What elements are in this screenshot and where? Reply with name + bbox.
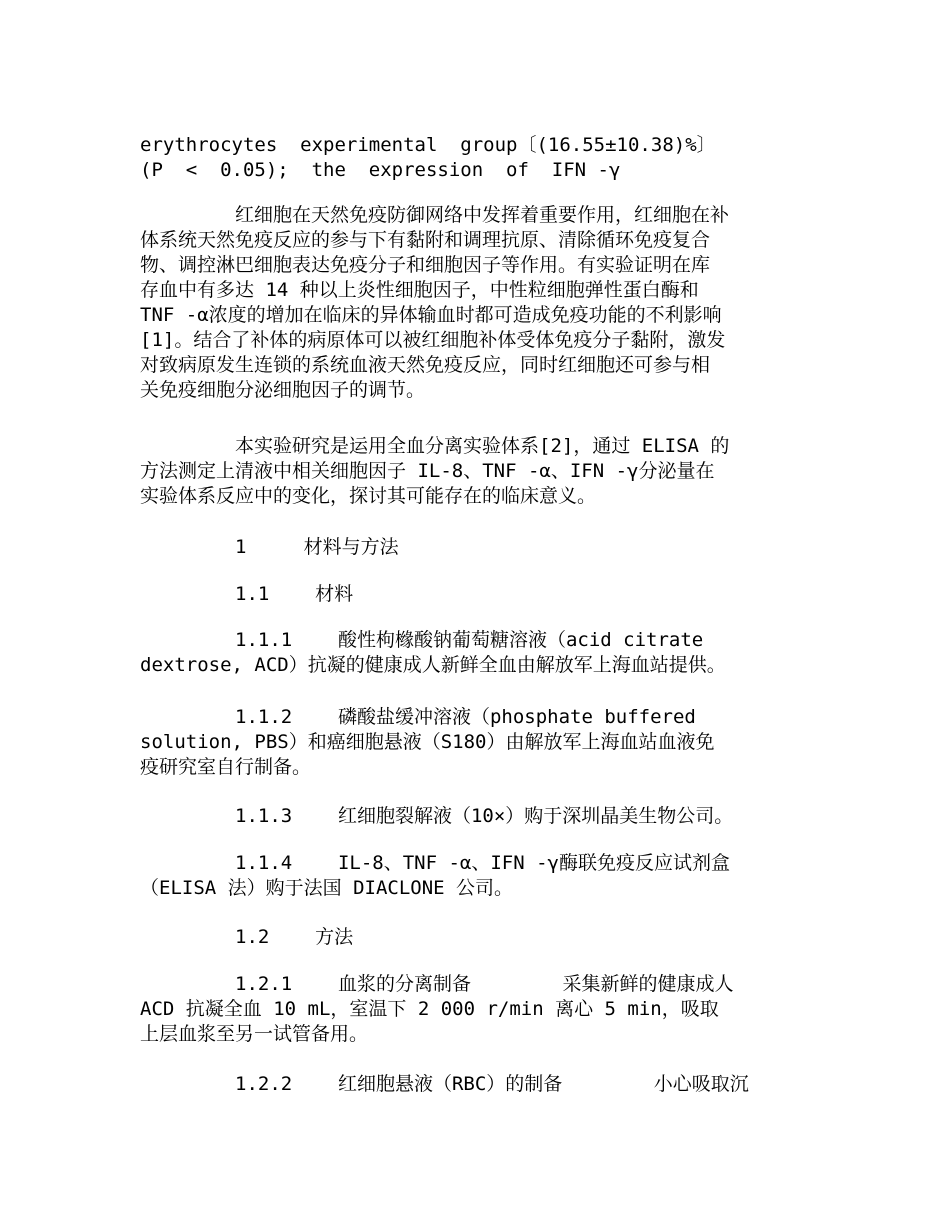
text-line: (P < 0.05); the expression of IFN -γ	[140, 159, 621, 181]
text-line: 1.2.1 血浆的分离制备 采集新鲜的健康成人	[235, 973, 734, 995]
text-line: TNF -α浓度的增加在临床的异体输血时都可造成免疫功能的不利影响	[140, 304, 722, 326]
text-line: 1.1.2 磷酸盐缓冲溶液（phosphate buffered	[235, 706, 696, 728]
text-line: （ELISA 法）购于法国 DIACLONE 公司。	[140, 877, 514, 899]
intro-paragraph-1	[140, 203, 820, 403]
text-line: solution, PBS）和癌细胞悬液（S180）由解放军上海血站血液免	[140, 731, 715, 753]
text-line: 1.1.4 IL-8、TNF -α、IFN -γ酶联免疫反应试剂盒	[235, 852, 730, 874]
text-line: 红细胞在天然免疫防御网络中发挥着重要作用，红细胞在补	[235, 204, 730, 226]
text-line: 本实验研究是运用全血分离实验体系[2]，通过 ELISA 的	[235, 435, 730, 457]
text-line: 存血中有多达 14 种以上炎性细胞因子，中性粒细胞弹性蛋白酶和	[140, 279, 699, 301]
section-heading-1: 1 材料与方法	[235, 536, 399, 558]
text-line: 实验体系反应中的变化，探讨其可能存在的临床意义。	[140, 485, 597, 507]
item-1-2-2: 1.2.2 红细胞悬液（RBC）的制备 小心吸取沉	[235, 1073, 749, 1095]
text-line: 上层血浆至另一试管备用。	[140, 1023, 369, 1045]
section-heading-1-1: 1.1 材料	[235, 583, 354, 605]
text-line: 关免疫细胞分泌细胞因子的调节。	[140, 379, 426, 401]
item-1-2-1	[140, 972, 820, 1047]
text-line: ACD 抗凝全血 10 mL，室温下 2 000 r/min 离心 5 min，吸取	[140, 998, 719, 1020]
section-heading-1-2: 1.2 方法	[235, 926, 354, 948]
text-line: 体系统天然免疫反应的参与下有黏附和调理抗原、清除循环免疫复合	[140, 229, 711, 251]
text-line: 1.1.1 酸性枸橼酸钠葡萄糖溶液（acid citrate	[235, 629, 704, 651]
text-line: 疫研究室自行制备。	[140, 756, 312, 778]
intro-paragraph-2	[140, 434, 820, 509]
text-line: 方法测定上清液中相关细胞因子 IL-8、TNF -α、IFN -γ分泌量在	[140, 460, 715, 482]
item-1-1-2	[140, 705, 820, 780]
text-line: [1]。结合了补体的病原体可以被红细胞补体受体免疫分子黏附，激发	[140, 329, 726, 351]
item-1-1-1	[140, 628, 820, 678]
text-line: 对致病原发生连锁的系统血液天然免疫反应，同时红细胞还可参与相	[140, 354, 711, 376]
item-1-1-4	[140, 851, 820, 901]
text-line: 物、调控淋巴细胞表达免疫分子和细胞因子等作用。有实验证明在库	[140, 254, 711, 276]
text-line: erythrocytes experimental group〔(16.55±10.38)%〕	[140, 134, 716, 156]
text-line: dextrose, ACD）抗凝的健康成人新鲜全血由解放军上海血站提供。	[140, 654, 726, 676]
item-1-1-3: 1.1.3 红细胞裂解液（10×）购于深圳晶美生物公司。	[235, 805, 734, 827]
abstract-tail	[140, 133, 820, 183]
